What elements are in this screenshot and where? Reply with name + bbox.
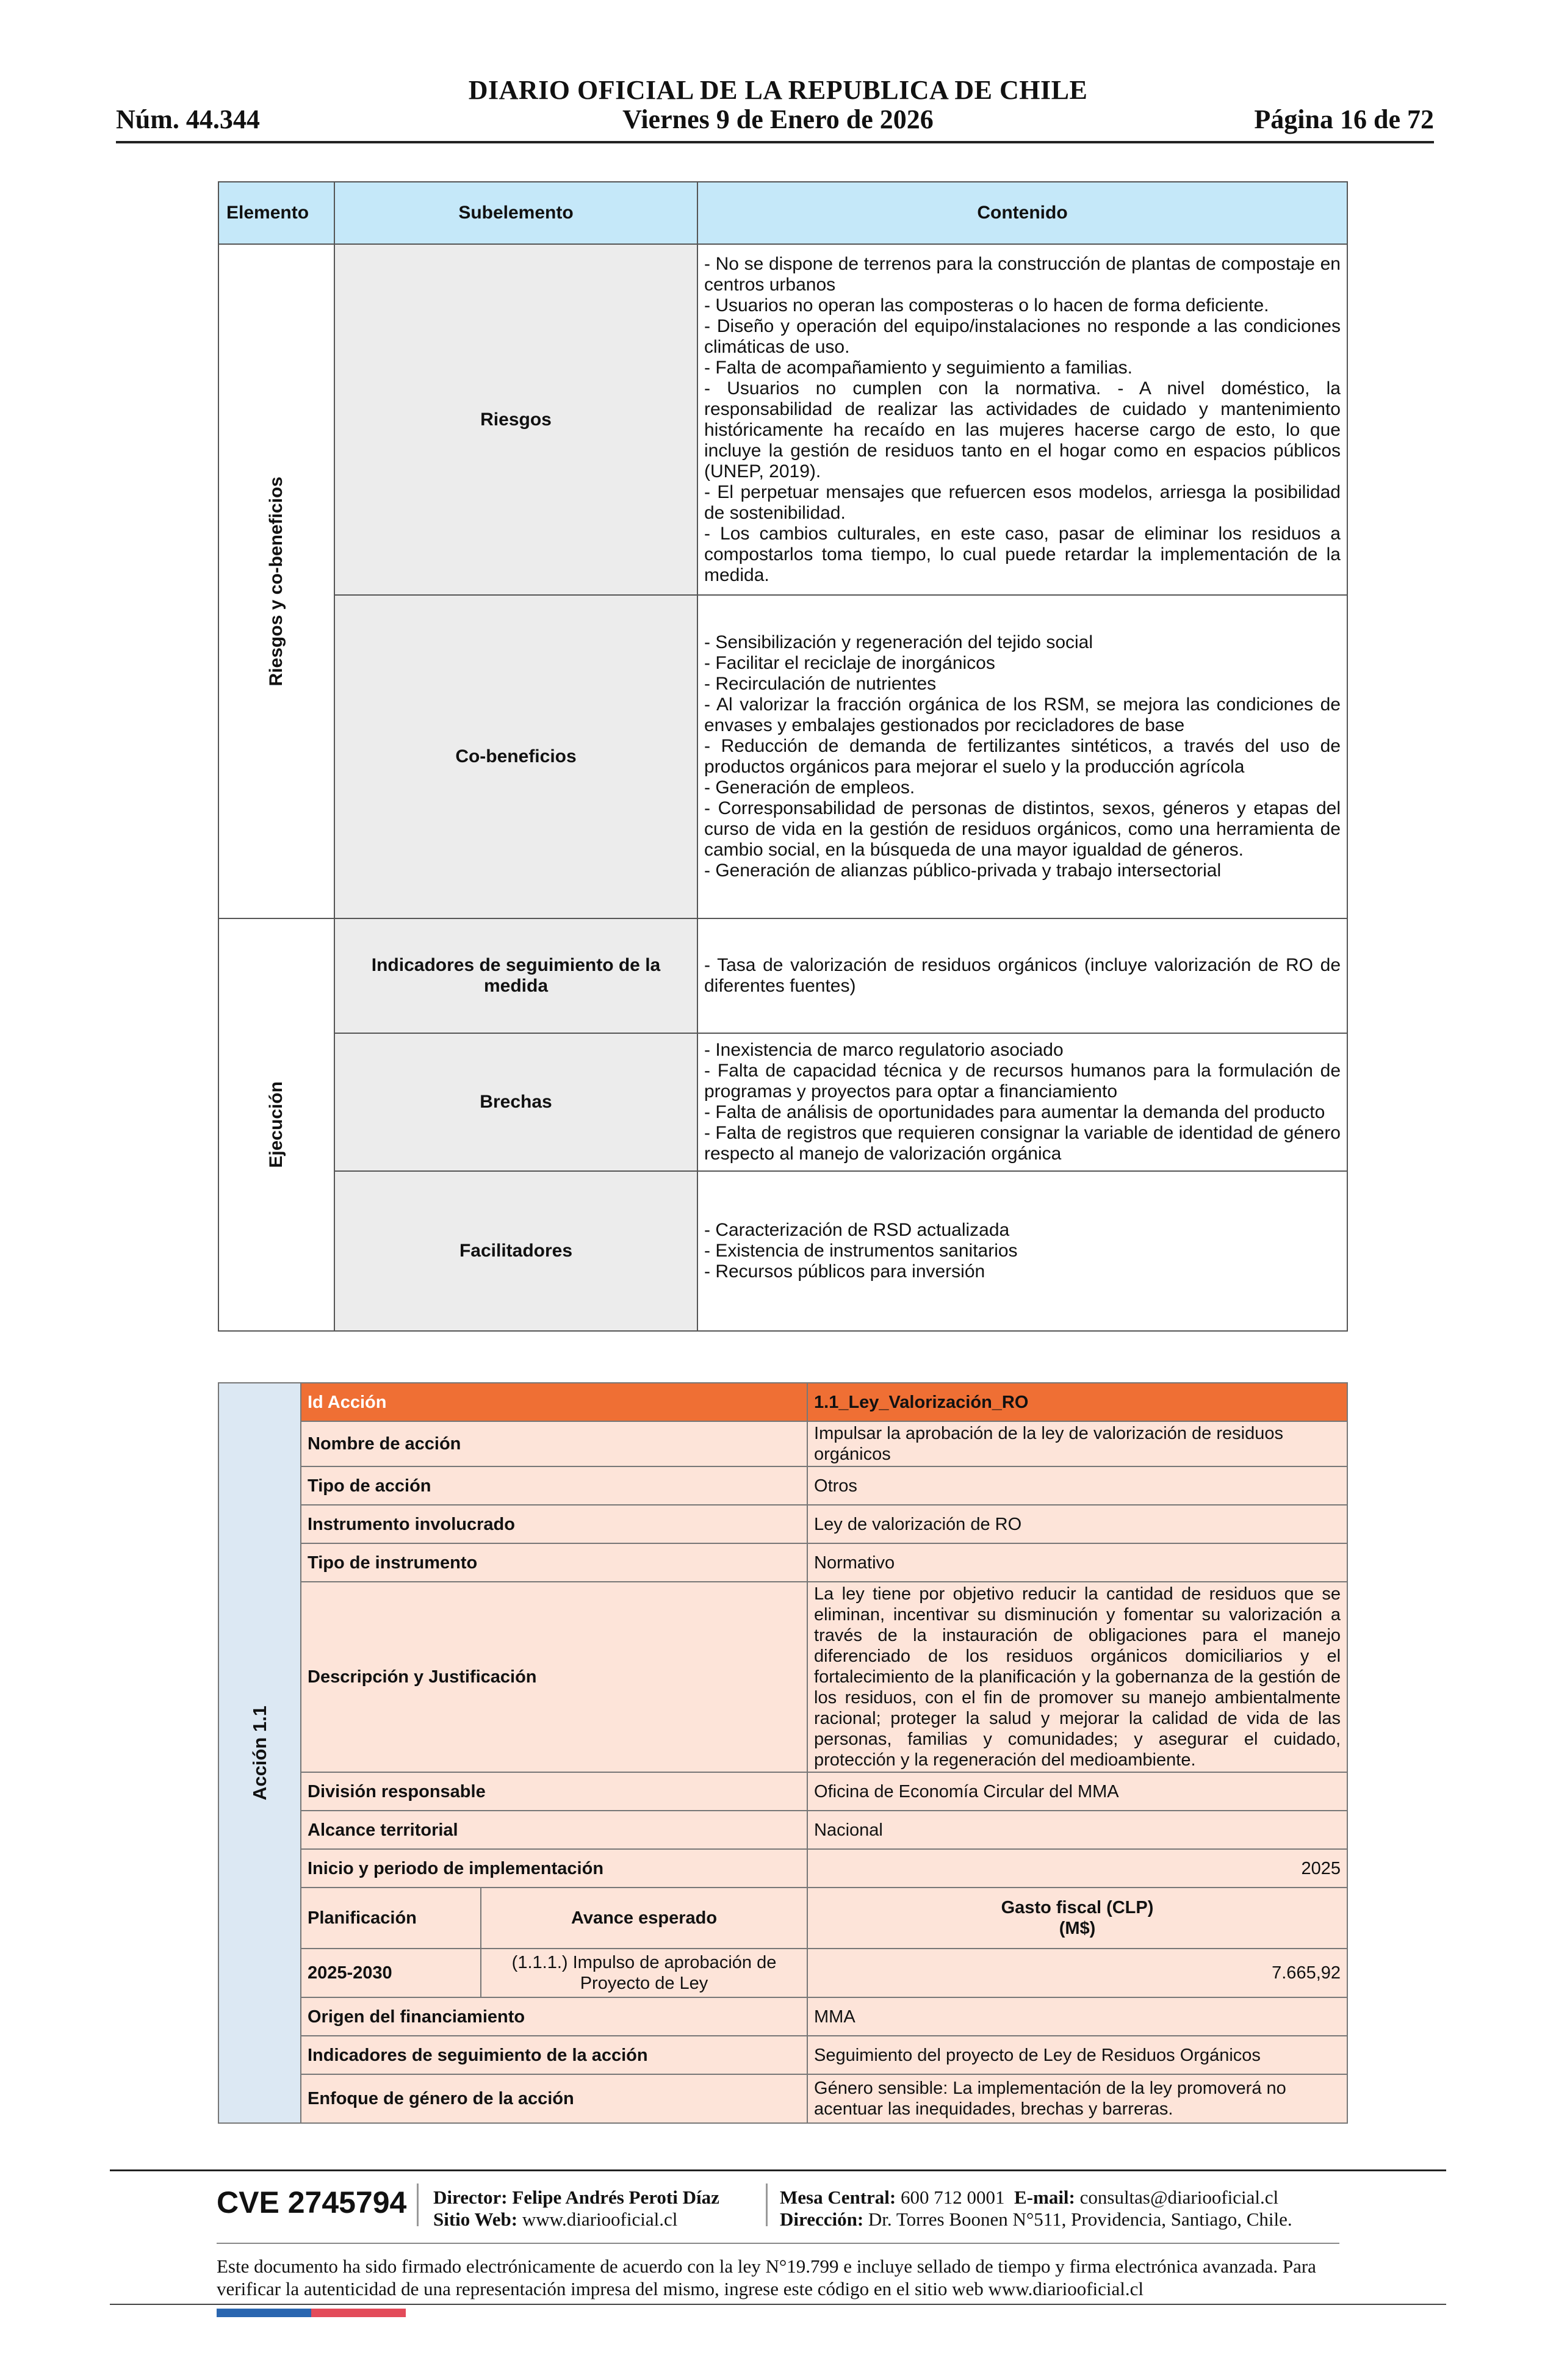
issue-date: Viernes 9 de Enero de 2026 bbox=[622, 104, 934, 134]
row-label: Alcance territorial bbox=[301, 1811, 807, 1849]
col-avance: Avance esperado bbox=[481, 1888, 807, 1949]
mesa-line bbox=[780, 2187, 1292, 2209]
content-facilitadores bbox=[697, 1171, 1347, 1331]
sub-cobeneficios: Co-beneficios bbox=[334, 595, 697, 918]
sub-indicadores: Indicadores de seguimiento de la medida bbox=[334, 918, 697, 1033]
row-value: 2025 bbox=[807, 1849, 1347, 1888]
page-number: Página 16 de 72 bbox=[1254, 104, 1434, 134]
list-item: - Existencia de instrumentos sanitarios bbox=[704, 1241, 1018, 1261]
list-item: - Caracterización de RSD actualizada bbox=[704, 1220, 1010, 1240]
action-side-label: Acción 1.1 bbox=[248, 1705, 270, 1801]
table-row bbox=[218, 2074, 1347, 2123]
table-row bbox=[218, 1421, 1347, 1466]
list-item: - Recirculación de nutrientes bbox=[704, 674, 937, 694]
table-row bbox=[218, 1466, 1347, 1505]
content-brechas bbox=[697, 1033, 1347, 1171]
col-header-subelemento: Subelemento bbox=[334, 182, 697, 244]
measure-elements-table bbox=[218, 181, 1348, 1332]
group-label-ejecucion: Ejecución bbox=[266, 1081, 286, 1168]
content-riesgos bbox=[697, 244, 1347, 595]
row-label: Instrumento involucrado bbox=[301, 1505, 807, 1543]
list-item: - El perpetuar mensajes que refuercen esos modelos, arriesga la posibilidad de sostenibilidad. bbox=[704, 481, 1341, 523]
planning-gasto: 7.665,92 bbox=[807, 1949, 1347, 1997]
planning-period: 2025-2030 bbox=[301, 1949, 481, 1997]
direccion-value: Dr. Torres Boonen N°511, Providencia, Santiago, Chile. bbox=[868, 2209, 1292, 2230]
row-label: Nombre de acción bbox=[301, 1421, 807, 1466]
table-row bbox=[218, 1949, 1347, 1997]
table-row bbox=[218, 2036, 1347, 2074]
col-header-elemento: Elemento bbox=[218, 182, 334, 244]
list-item: - No se dispone de terrenos para la construcción de plantas de compostaje en centros urbanos bbox=[704, 253, 1341, 295]
row-value: Otros bbox=[807, 1466, 1347, 1505]
email-link[interactable]: consultas@diariooficial.cl bbox=[1079, 2187, 1279, 2208]
list-item: - Generación de alianzas público-privada y trabajo intersectorial bbox=[704, 860, 1222, 881]
sitio-label: Sitio Web: bbox=[433, 2209, 518, 2230]
footer-signature-note: Este documento ha sido firmado electrónicamente de acuerdo con la ley N°19.799 e incluye sellado de tiempo y firma electrónica avanzada. Para verificar la autenticidad de una representación impresa del mismo, ingrese este código en el sitio web www.diariooficial.cl bbox=[217, 2256, 1316, 2299]
group-riesgos bbox=[218, 244, 334, 918]
list-item: - Falta de análisis de oportunidades para aumentar la demanda del producto bbox=[704, 1102, 1325, 1122]
table-row bbox=[218, 1505, 1347, 1543]
footer-director-block bbox=[433, 2187, 719, 2230]
row-value: Normativo bbox=[807, 1543, 1347, 1582]
list-item: - Usuarios no operan las composteras o lo hacen de forma deficiente. bbox=[704, 295, 1269, 316]
director-name: Felipe Andrés Peroti Díaz bbox=[512, 2187, 719, 2208]
row-label: Enfoque de género de la acción bbox=[301, 2074, 807, 2123]
list-item: - Corresponsabilidad de personas de distintos, sexos, géneros y etapas del curso de vida en la gestión de residuos orgánicos, como una herramienta de cambio social, en la búsqueda de una mayor igualdad de géneros. bbox=[704, 798, 1341, 860]
list-item: - Facilitar el reciclaje de inorgánicos bbox=[704, 653, 995, 673]
list-item: - Usuarios no cumplen con la normativa. - A nivel doméstico, la responsabilidad de realizar las actividades de cuidado y mantenimiento históricamente ha recaído en las mujeres hacerse cargo de esto, lo que incluye la gestión de residuos tanto en el hogar como en espacios públicos (UNEP, 2019). bbox=[704, 378, 1341, 481]
col-gasto bbox=[807, 1888, 1347, 1949]
id-value: 1.1_Ley_Valorización_RO bbox=[807, 1383, 1347, 1421]
col-gasto-line1: Gasto fiscal (CLP) bbox=[1001, 1898, 1154, 1917]
row-label: Tipo de acción bbox=[301, 1466, 807, 1505]
action-side bbox=[218, 1383, 301, 2123]
group-label-riesgos: Riesgos y co-beneficios bbox=[266, 476, 286, 687]
footer-rule-mid bbox=[217, 2243, 1339, 2244]
col-header-contenido: Contenido bbox=[697, 182, 1347, 244]
row-value: Nacional bbox=[807, 1811, 1347, 1849]
table-row bbox=[218, 918, 1347, 1033]
table-row bbox=[218, 1849, 1347, 1888]
row-label: Descripción y Justificación bbox=[301, 1582, 807, 1772]
mesa-label: Mesa Central: bbox=[780, 2187, 896, 2208]
journal-title: DIARIO OFICIAL DE LA REPUBLICA DE CHILE bbox=[468, 75, 1088, 105]
flag-bar-blue bbox=[217, 2309, 311, 2317]
list-item: - Inexistencia de marco regulatorio asociado bbox=[704, 1040, 1064, 1060]
row-label: División responsable bbox=[301, 1772, 807, 1811]
list-item: - Reducción de demanda de fertilizantes sintéticos, a través del uso de productos orgánicos para mejorar el suelo y la producción agrícola bbox=[704, 736, 1341, 777]
table-row bbox=[218, 244, 1347, 595]
sub-brechas: Brechas bbox=[334, 1033, 697, 1171]
row-label: Tipo de instrumento bbox=[301, 1543, 807, 1582]
director-label: Director: bbox=[433, 2187, 508, 2208]
action-table bbox=[218, 1382, 1348, 2124]
list-item: - Diseño y operación del equipo/instalaciones no responde a las condiciones climáticas de uso. bbox=[704, 316, 1341, 357]
row-label: Inicio y periodo de implementación bbox=[301, 1849, 807, 1888]
list-item: - Falta de acompañamiento y seguimiento a familias. bbox=[704, 357, 1133, 378]
list-item: - Tasa de valorización de residuos orgánicos (incluye valorización de RO de diferentes fuentes) bbox=[704, 955, 1341, 996]
list-item: - Recursos públicos para inversión bbox=[704, 1261, 985, 1282]
table-row bbox=[218, 1811, 1347, 1849]
row-value: La ley tiene por objetivo reducir la cantidad de residuos que se eliminan, incentivar su disminución y fomentar su valorización a través de la instauración de obligaciones para el manejo diferenciado de los residuos orgánicos domiciliarios y el fortalecimiento de la planificación y la gobernanza de la gestión de los residuos, con el fin de promover su manejo ambientalmente racional; proteger la salud y mejorar la calidad de vida de las personas, familias y comunidades; y asegurar el cuidado, protección y la regeneración del medioambiente. bbox=[807, 1582, 1347, 1772]
row-value: MMA bbox=[807, 1997, 1347, 2036]
planning-avance: (1.1.1.) Impulso de aprobación de Proyecto de Ley bbox=[481, 1949, 807, 1997]
footer-rule-top bbox=[110, 2169, 1446, 2171]
cve-code: CVE 2745794 bbox=[217, 2185, 407, 2220]
footer-rule-bottom bbox=[110, 2304, 1446, 2305]
table-row bbox=[218, 1772, 1347, 1811]
content-cobeneficios bbox=[697, 595, 1347, 918]
row-label: Origen del financiamiento bbox=[301, 1997, 807, 2036]
row-value: Género sensible: La implementación de la ley promoverá no acentuar las inequidades, brechas y barreras. bbox=[807, 2074, 1347, 2123]
direccion-line bbox=[780, 2209, 1292, 2230]
flag-bar-red bbox=[311, 2309, 406, 2317]
director-line bbox=[433, 2187, 719, 2209]
row-value: Seguimiento del proyecto de Ley de Residuos Orgánicos bbox=[807, 2036, 1347, 2074]
list-item: - Falta de registros que requieren consignar la variable de identidad de género respecto al manejo de valorización orgánica bbox=[704, 1123, 1341, 1164]
list-item: - Sensibilización y regeneración del tejido social bbox=[704, 632, 1093, 652]
table-row bbox=[218, 1543, 1347, 1582]
header-rule bbox=[116, 141, 1434, 143]
issue-number: Núm. 44.344 bbox=[116, 104, 260, 134]
list-item: - Los cambios culturales, en este caso, pasar de eliminar los residuos a compostarlos toma tiempo, lo cual puede retardar la implementación de la medida. bbox=[704, 523, 1341, 585]
table-row bbox=[218, 1383, 1347, 1421]
sitio-link[interactable]: www.diariooficial.cl bbox=[522, 2209, 678, 2230]
mesa-value: 600 712 0001 bbox=[901, 2187, 1005, 2208]
row-value: Impulsar la aprobación de la ley de valorización de residuos orgánicos bbox=[807, 1421, 1347, 1466]
id-label: Id Acción bbox=[301, 1383, 807, 1421]
table-row bbox=[218, 1582, 1347, 1772]
row-label: Indicadores de seguimiento de la acción bbox=[301, 2036, 807, 2074]
table-row bbox=[218, 1997, 1347, 2036]
list-item: - Al valorizar la fracción orgánica de los RSM, se mejora las condiciones de envases y embalajes gestionados por recicladores de base bbox=[704, 694, 1341, 735]
row-value: Oficina de Economía Circular del MMA bbox=[807, 1772, 1347, 1811]
list-item: - Falta de capacidad técnica y de recursos humanos para la formulación de programas y proyectos para optar a financiamiento bbox=[704, 1061, 1341, 1102]
table-header-row bbox=[218, 182, 1347, 244]
sub-facilitadores: Facilitadores bbox=[334, 1171, 697, 1331]
content-indicadores bbox=[697, 918, 1347, 1033]
table-row bbox=[218, 1033, 1347, 1171]
table-row bbox=[218, 1171, 1347, 1331]
sitio-line bbox=[433, 2209, 719, 2230]
email-label: E-mail: bbox=[1014, 2187, 1075, 2208]
footer-divider bbox=[417, 2183, 419, 2226]
sub-riesgos: Riesgos bbox=[334, 244, 697, 595]
direccion-label: Dirección: bbox=[780, 2209, 864, 2230]
table-row bbox=[218, 1888, 1347, 1949]
group-ejecucion bbox=[218, 918, 334, 1331]
col-gasto-line2: (M$) bbox=[1059, 1919, 1096, 1938]
footer-divider bbox=[766, 2183, 768, 2226]
footer-contact-block bbox=[780, 2187, 1292, 2230]
list-item: - Generación de empleos. bbox=[704, 777, 915, 798]
table-row bbox=[218, 595, 1347, 918]
col-planificacion: Planificación bbox=[301, 1888, 481, 1949]
row-value: Ley de valorización de RO bbox=[807, 1505, 1347, 1543]
